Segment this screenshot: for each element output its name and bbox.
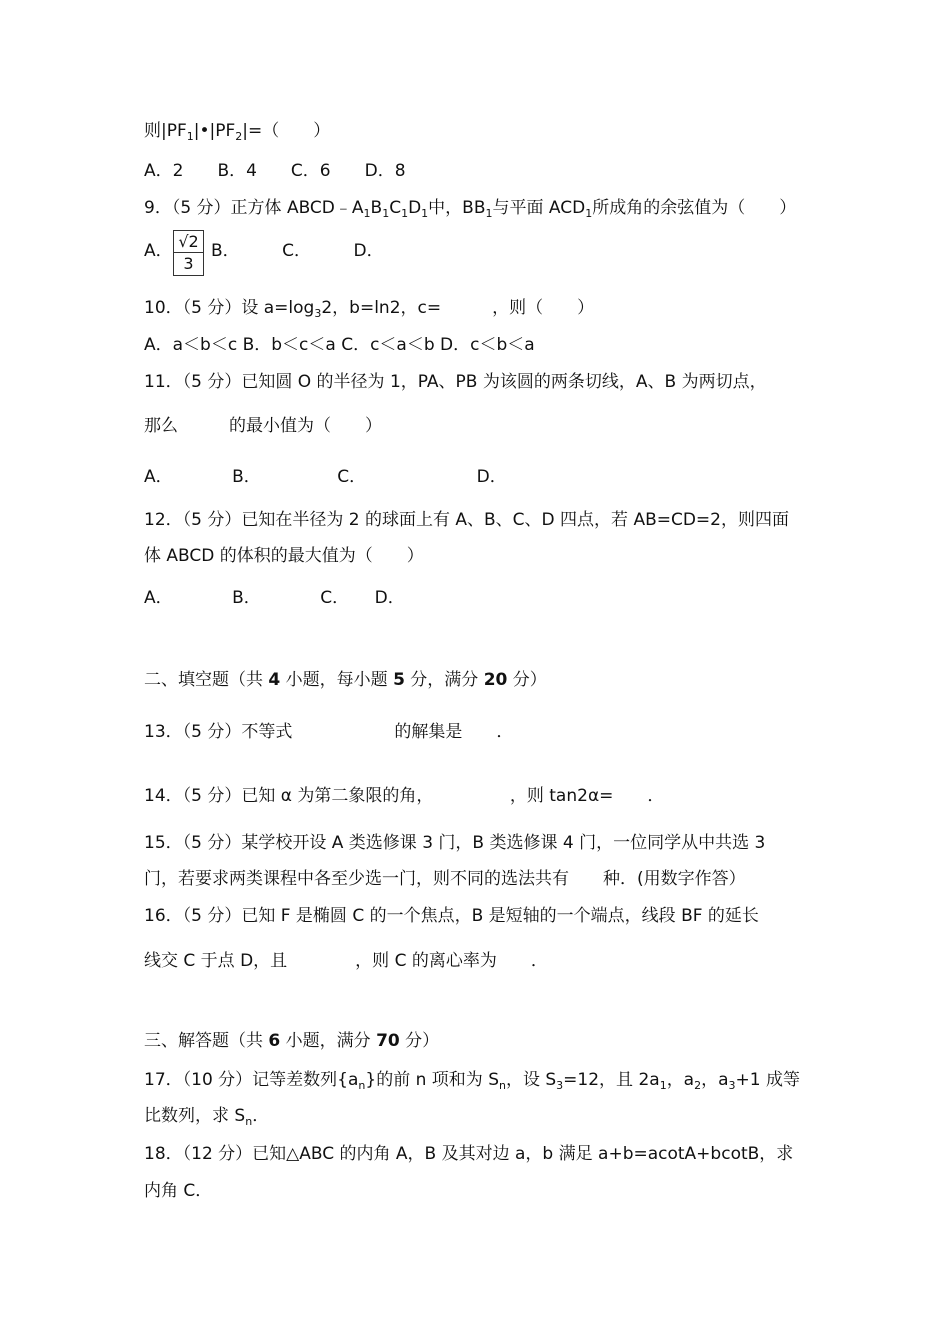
q11-options: A． B． C． D． [144, 467, 507, 487]
q9-option-a-label: A． [144, 241, 173, 261]
q18-line2: 内角 C． [144, 1181, 213, 1201]
q15-line2: 门，若要求两类课程中各至少选一门，则不同的选法共有 种．(用数字作答） [144, 869, 746, 889]
q17-line2: 比数列，求 $S_n$． [144, 1106, 270, 1128]
q10-options: A．a＜b＜c B．b＜c＜a C．c＜a＜b D．c＜b＜a [144, 335, 535, 355]
q10-stem: 10．（5 分）设 $a=\log_32$，b=ln2，c= ，则（ ） [144, 298, 595, 320]
q8-stem-tail: 则$|PF_1|•|PF_2|=$（ ） [144, 121, 331, 143]
q9-stem: 9．（5 分）正方体 $ABCD﹣A_1B_1C_1D_1$中，$BB_1$与平面 $ACD_1$所成角的余弦值为（ ） [144, 198, 797, 220]
q17-line1: 17．（10 分）记等差数列$\{a_n\}$的前 n 项和为 $S_n$，设 $S_3=12$，且 $2a_1$，$a_2$，$a_3+1$ 成等 [144, 1070, 800, 1092]
q15-line1: 15．（5 分）某学校开设 A 类选修课 3 门，B 类选修课 4 门，一位同学从中共选 3 [144, 833, 766, 853]
q16-line2: 线交 C 于点 D，且 ，则 C 的离心率为 ． [144, 951, 548, 971]
q12-options: A． B． C． D． [144, 588, 405, 608]
q14: 14．（5 分）已知 α 为第二象限的角， ，则 tan2α= ． [144, 786, 665, 806]
q12-line2: 体 ABCD 的体积的最大值为（ ） [144, 546, 424, 566]
q13: 13．（5 分）不等式 的解集是 ． [144, 722, 514, 742]
q18-line1: 18．（12 分）已知△ABC 的内角 A，B 及其对边 a，b 满足 a+b=acotA+bcotB，求 [144, 1144, 794, 1164]
fraction-denominator: 3 [183, 254, 194, 273]
q11-line2: 那么 的最小值为（ ） [144, 416, 382, 436]
q16-line1: 16．（5 分）已知 F 是椭圆 C 的一个焦点，B 是短轴的一个端点，线段 BF 的延长 [144, 906, 759, 926]
fraction-numerator: √2 [174, 231, 203, 253]
section-3-heading: 三、解答题（共 6 小题，满分 70 分） [144, 1031, 440, 1051]
section-2-heading: 二、填空题（共 4 小题，每小题 5 分，满分 20 分） [144, 670, 547, 690]
q9-options-rest: B． C． D． [211, 241, 384, 261]
q8-options: A．2 B．4 C．6 D．8 [144, 161, 406, 181]
q11-line1: 11．（5 分）已知圆 O 的半径为 1，PA、PB 为该圆的两条切线，A、B 为两切点， [144, 372, 767, 392]
q9-option-a-fraction [173, 230, 204, 276]
q12-line1: 12．（5 分）已知在半径为 2 的球面上有 A、B、C、D 四点，若 AB=CD=2，则四面 [144, 510, 789, 530]
